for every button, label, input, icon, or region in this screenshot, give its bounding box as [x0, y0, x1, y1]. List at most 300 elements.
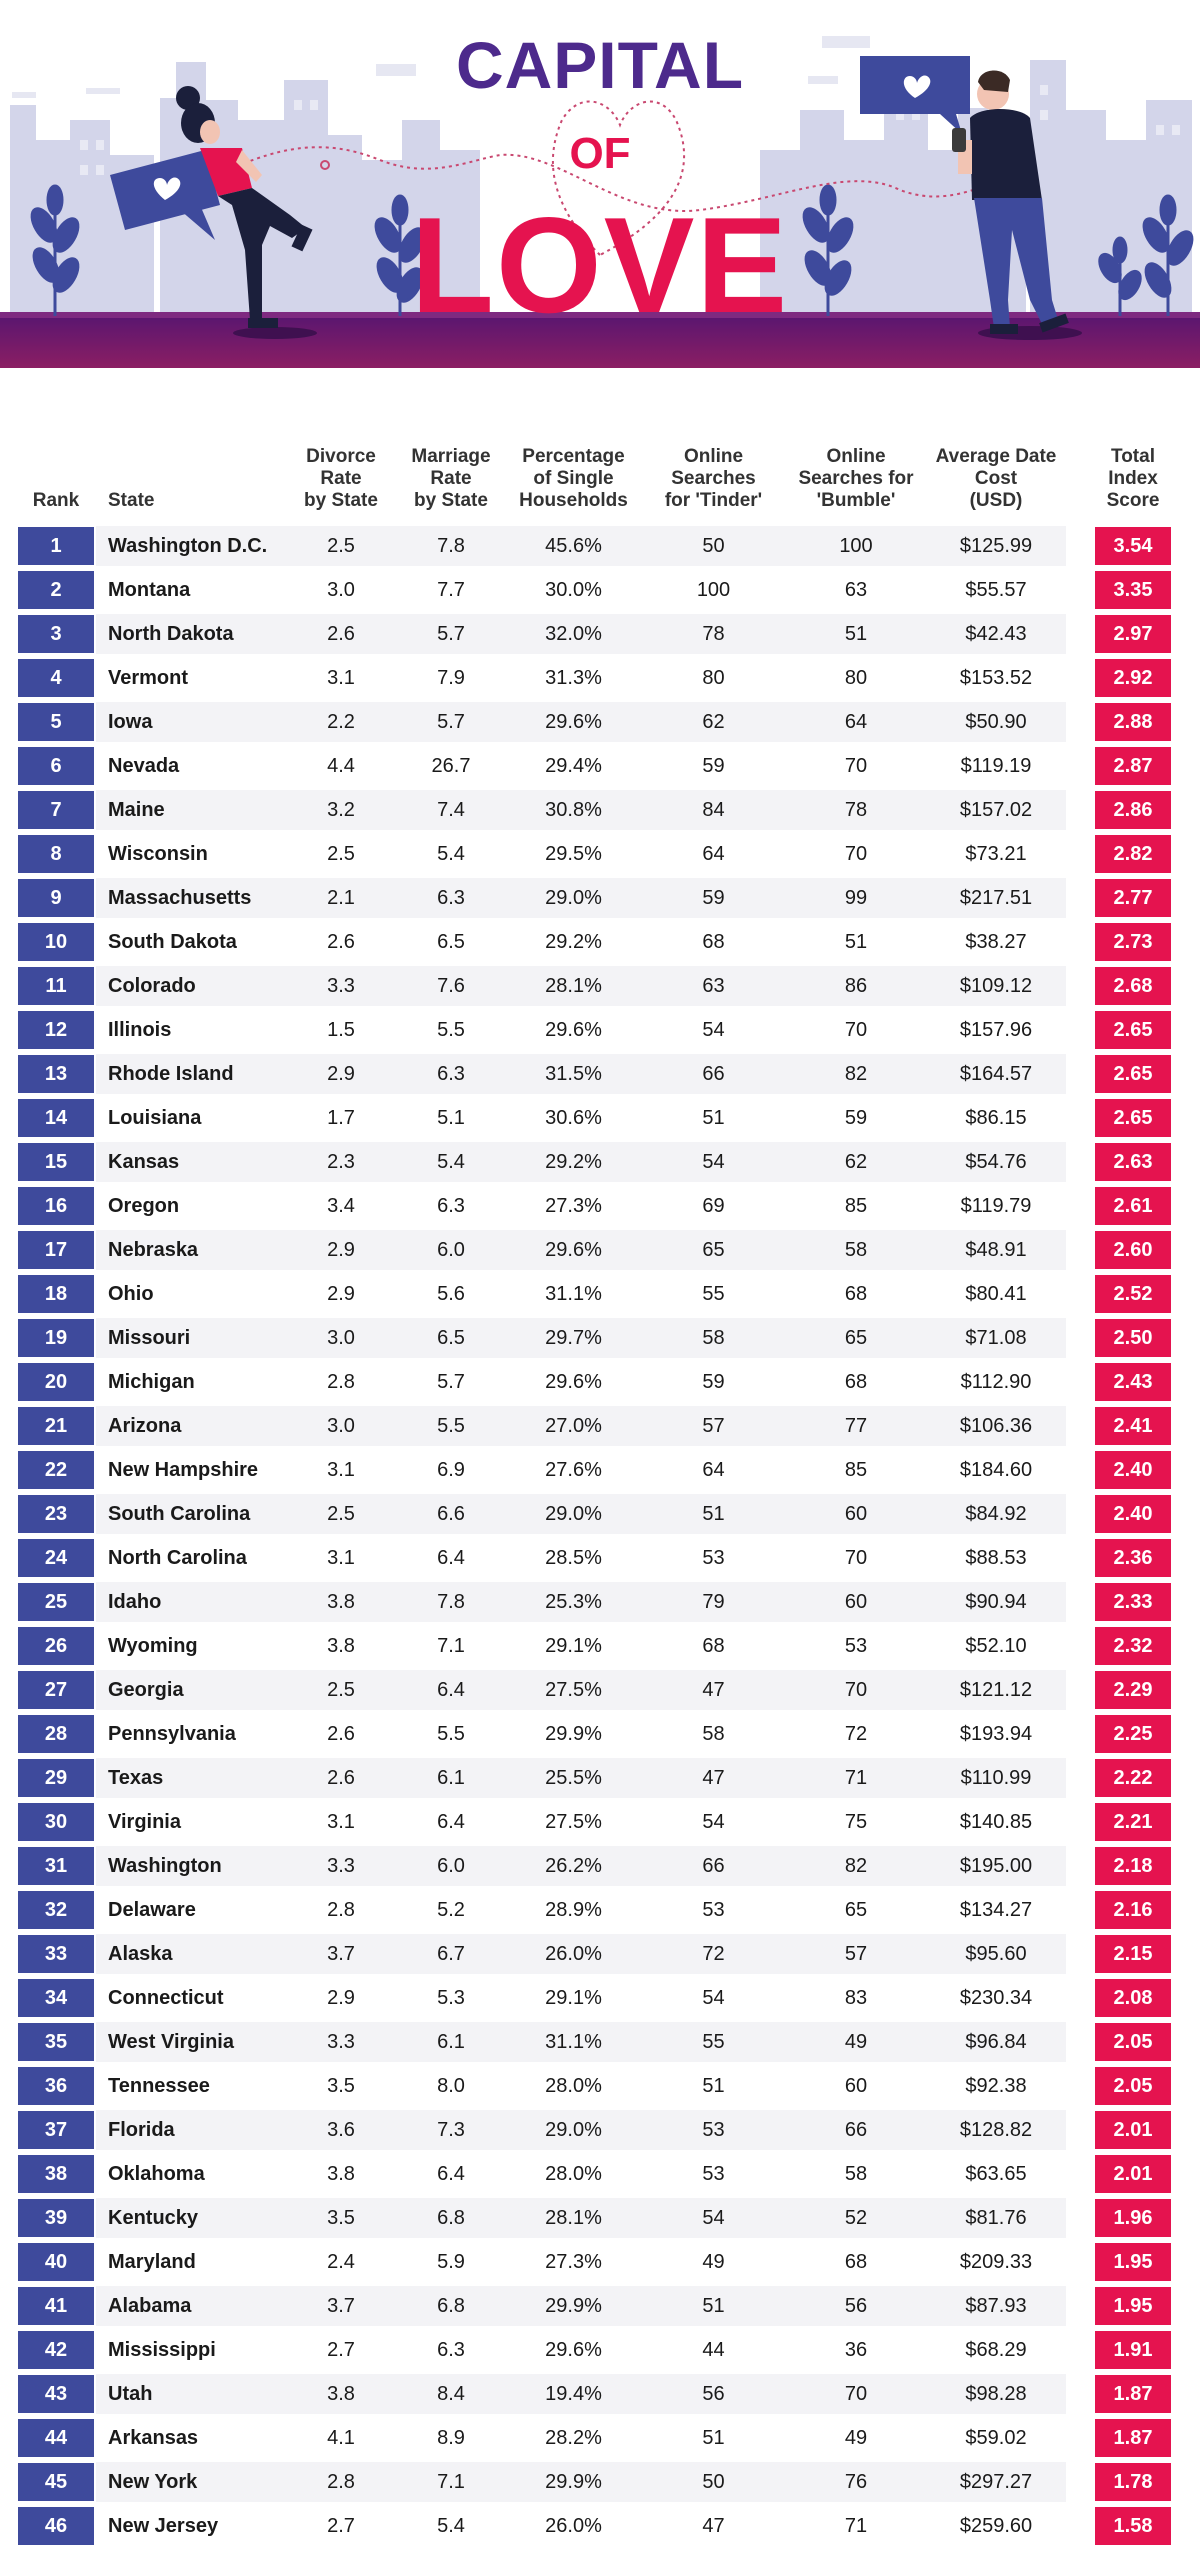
single-households-pct-cell: 29.6%	[506, 1362, 641, 1406]
table-row	[16, 1450, 1200, 1494]
tinder-searches-cell: 51	[641, 1494, 786, 1538]
tinder-searches-cell: 56	[641, 2374, 786, 2418]
tinder-searches-cell: 69	[641, 1186, 786, 1230]
bumble-searches-cell: 65	[786, 1890, 926, 1934]
table-row	[16, 614, 1200, 658]
table-row	[16, 1626, 1200, 1670]
index-score-badge-cell	[1066, 834, 1200, 878]
single-households-pct-cell: 29.9%	[506, 2462, 641, 2506]
index-score-badge: 1.87	[1095, 2375, 1171, 2413]
table-row	[16, 1142, 1200, 1186]
index-score-badge: 2.60	[1095, 1231, 1171, 1269]
divorce-rate-cell: 3.8	[286, 2374, 396, 2418]
index-score-badge: 2.65	[1095, 1055, 1171, 1093]
rank-badge: 7	[18, 791, 94, 829]
marriage-rate-cell: 5.4	[396, 834, 506, 878]
marriage-rate-cell: 6.5	[396, 922, 506, 966]
state-name-cell: Wyoming	[96, 1626, 286, 1670]
marriage-rate-cell: 7.6	[396, 966, 506, 1010]
average-date-cost-cell: $157.02	[926, 790, 1066, 834]
rank-badge: 29	[18, 1759, 94, 1797]
index-score-badge-cell	[1066, 1758, 1200, 1802]
state-name-cell: Massachusetts	[96, 878, 286, 922]
rank-badge-cell	[16, 1626, 96, 1670]
marriage-rate-cell: 6.3	[396, 1054, 506, 1098]
single-households-pct-cell: 28.5%	[506, 1538, 641, 1582]
average-date-cost-cell: $125.99	[926, 526, 1066, 570]
index-score-badge-cell	[1066, 2462, 1200, 2506]
state-name-cell: Arizona	[96, 1406, 286, 1450]
table-row	[16, 1934, 1200, 1978]
single-households-pct-cell: 28.9%	[506, 1890, 641, 1934]
marriage-rate-cell: 26.7	[396, 746, 506, 790]
table-row	[16, 1274, 1200, 1318]
tinder-searches-cell: 54	[641, 1010, 786, 1054]
table-row	[16, 1010, 1200, 1054]
marriage-rate-cell: 5.7	[396, 1362, 506, 1406]
average-date-cost-cell: $95.60	[926, 1934, 1066, 1978]
tinder-searches-cell: 54	[641, 1978, 786, 2022]
bumble-searches-cell: 60	[786, 1582, 926, 1626]
marriage-rate-cell: 7.8	[396, 1582, 506, 1626]
index-score-badge-cell	[1066, 2110, 1200, 2154]
rank-badge-cell	[16, 878, 96, 922]
index-score-badge: 2.88	[1095, 703, 1171, 741]
tinder-searches-cell: 80	[641, 658, 786, 702]
bumble-searches-cell: 51	[786, 614, 926, 658]
divorce-rate-cell: 2.7	[286, 2506, 396, 2550]
state-name-cell: Kansas	[96, 1142, 286, 1186]
index-score-badge-cell	[1066, 2506, 1200, 2550]
divorce-rate-cell: 3.1	[286, 1802, 396, 1846]
index-score-badge-cell	[1066, 1274, 1200, 1318]
index-score-badge: 2.08	[1095, 1979, 1171, 2017]
rank-badge-cell	[16, 1010, 96, 1054]
index-score-badge-cell	[1066, 1010, 1200, 1054]
index-score-badge-cell	[1066, 1230, 1200, 1274]
average-date-cost-cell: $55.57	[926, 570, 1066, 614]
marriage-rate-cell: 8.9	[396, 2418, 506, 2462]
rank-badge: 15	[18, 1143, 94, 1181]
index-score-badge: 2.65	[1095, 1099, 1171, 1137]
bumble-searches-cell: 56	[786, 2286, 926, 2330]
divorce-rate-cell: 2.9	[286, 1230, 396, 1274]
rank-badge: 9	[18, 879, 94, 917]
rank-badge-cell	[16, 1406, 96, 1450]
rank-badge: 34	[18, 1979, 94, 2017]
index-score-badge-cell	[1066, 658, 1200, 702]
bumble-searches-cell: 77	[786, 1406, 926, 1450]
table-row	[16, 2198, 1200, 2242]
average-date-cost-cell: $90.94	[926, 1582, 1066, 1626]
rank-badge: 28	[18, 1715, 94, 1753]
marriage-rate-cell: 8.4	[396, 2374, 506, 2418]
rank-badge-cell	[16, 2286, 96, 2330]
divorce-rate-cell: 3.5	[286, 2198, 396, 2242]
hero-banner	[0, 0, 1200, 370]
tinder-searches-cell: 53	[641, 1538, 786, 1582]
bumble-searches-cell: 68	[786, 1362, 926, 1406]
divorce-rate-cell: 3.1	[286, 658, 396, 702]
rank-badge-cell	[16, 1846, 96, 1890]
index-score-badge-cell	[1066, 1978, 1200, 2022]
single-households-pct-cell: 29.9%	[506, 1714, 641, 1758]
single-households-pct-cell: 29.6%	[506, 702, 641, 746]
divorce-rate-cell: 1.5	[286, 1010, 396, 1054]
marriage-rate-cell: 6.8	[396, 2198, 506, 2242]
rank-badge: 17	[18, 1231, 94, 1269]
single-households-pct-cell: 29.6%	[506, 2330, 641, 2374]
marriage-rate-cell: 7.4	[396, 790, 506, 834]
index-score-badge: 2.73	[1095, 923, 1171, 961]
state-name-cell: South Carolina	[96, 1494, 286, 1538]
table-row	[16, 2506, 1200, 2550]
state-name-cell: Rhode Island	[96, 1054, 286, 1098]
average-date-cost-cell: $88.53	[926, 1538, 1066, 1582]
table-row	[16, 922, 1200, 966]
table-row	[16, 2418, 1200, 2462]
average-date-cost-cell: $110.99	[926, 1758, 1066, 1802]
state-name-cell: Delaware	[96, 1890, 286, 1934]
bumble-searches-cell: 53	[786, 1626, 926, 1670]
rank-badge: 26	[18, 1627, 94, 1665]
state-name-cell: Wisconsin	[96, 834, 286, 878]
rank-badge-cell	[16, 658, 96, 702]
index-score-badge: 1.96	[1095, 2199, 1171, 2237]
state-name-cell: Vermont	[96, 658, 286, 702]
average-date-cost-cell: $54.76	[926, 1142, 1066, 1186]
table-row	[16, 790, 1200, 834]
single-households-pct-cell: 29.0%	[506, 878, 641, 922]
divorce-rate-cell: 2.6	[286, 1714, 396, 1758]
hero-illustration	[0, 0, 1200, 370]
rank-badge-cell	[16, 2242, 96, 2286]
marriage-rate-cell: 5.4	[396, 2506, 506, 2550]
tinder-searches-cell: 66	[641, 1054, 786, 1098]
average-date-cost-cell: $184.60	[926, 1450, 1066, 1494]
average-date-cost-cell: $134.27	[926, 1890, 1066, 1934]
marriage-rate-cell: 6.4	[396, 2154, 506, 2198]
marriage-rate-cell: 5.3	[396, 1978, 506, 2022]
divorce-rate-cell: 2.8	[286, 1890, 396, 1934]
single-households-pct-cell: 32.0%	[506, 614, 641, 658]
marriage-rate-cell: 5.2	[396, 1890, 506, 1934]
tinder-searches-cell: 49	[641, 2242, 786, 2286]
column-header-date-cost: Average Date Cost (USD)	[935, 446, 1057, 511]
average-date-cost-cell: $128.82	[926, 2110, 1066, 2154]
state-name-cell: Missouri	[96, 1318, 286, 1362]
state-name-cell: Colorado	[96, 966, 286, 1010]
single-households-pct-cell: 25.3%	[506, 1582, 641, 1626]
title-line-capital: CAPITAL	[455, 28, 745, 102]
marriage-rate-cell: 6.1	[396, 2022, 506, 2066]
rank-badge: 36	[18, 2067, 94, 2105]
bumble-searches-cell: 60	[786, 1494, 926, 1538]
rank-badge: 32	[18, 1891, 94, 1929]
divorce-rate-cell: 3.7	[286, 2286, 396, 2330]
average-date-cost-cell: $86.15	[926, 1098, 1066, 1142]
index-score-badge-cell	[1066, 1846, 1200, 1890]
average-date-cost-cell: $92.38	[926, 2066, 1066, 2110]
bumble-searches-cell: 63	[786, 570, 926, 614]
average-date-cost-cell: $297.27	[926, 2462, 1066, 2506]
rank-badge: 44	[18, 2419, 94, 2457]
state-name-cell: New York	[96, 2462, 286, 2506]
table-row	[16, 570, 1200, 614]
tinder-searches-cell: 68	[641, 922, 786, 966]
rank-badge-cell	[16, 1186, 96, 1230]
index-score-badge: 2.40	[1095, 1451, 1171, 1489]
marriage-rate-cell: 5.7	[396, 614, 506, 658]
single-households-pct-cell: 29.7%	[506, 1318, 641, 1362]
rank-badge: 24	[18, 1539, 94, 1577]
average-date-cost-cell: $38.27	[926, 922, 1066, 966]
table-row	[16, 1802, 1200, 1846]
index-score-badge-cell	[1066, 526, 1200, 570]
bumble-searches-cell: 58	[786, 1230, 926, 1274]
index-score-badge: 2.01	[1095, 2155, 1171, 2193]
rank-badge-cell	[16, 966, 96, 1010]
bumble-searches-cell: 60	[786, 2066, 926, 2110]
tinder-searches-cell: 59	[641, 878, 786, 922]
rank-badge: 18	[18, 1275, 94, 1313]
divorce-rate-cell: 2.6	[286, 922, 396, 966]
column-header-state: State	[108, 490, 155, 511]
state-name-cell: Illinois	[96, 1010, 286, 1054]
divorce-rate-cell: 2.9	[286, 1054, 396, 1098]
rank-badge: 33	[18, 1935, 94, 1973]
index-score-badge-cell	[1066, 1450, 1200, 1494]
rank-badge-cell	[16, 2330, 96, 2374]
average-date-cost-cell: $121.12	[926, 1670, 1066, 1714]
single-households-pct-cell: 25.5%	[506, 1758, 641, 1802]
bumble-searches-cell: 99	[786, 878, 926, 922]
rank-badge: 11	[18, 967, 94, 1005]
single-households-pct-cell: 27.5%	[506, 1670, 641, 1714]
divorce-rate-cell: 1.7	[286, 1098, 396, 1142]
bumble-searches-cell: 70	[786, 1670, 926, 1714]
index-score-badge: 1.91	[1095, 2331, 1171, 2369]
index-score-badge-cell	[1066, 922, 1200, 966]
divorce-rate-cell: 2.5	[286, 526, 396, 570]
index-score-badge-cell	[1066, 1802, 1200, 1846]
index-score-badge-cell	[1066, 702, 1200, 746]
single-households-pct-cell: 27.3%	[506, 1186, 641, 1230]
table-row	[16, 1890, 1200, 1934]
divorce-rate-cell: 3.8	[286, 1626, 396, 1670]
divorce-rate-cell: 2.7	[286, 2330, 396, 2374]
tinder-searches-cell: 59	[641, 746, 786, 790]
divorce-rate-cell: 4.4	[286, 746, 396, 790]
rank-badge-cell	[16, 702, 96, 746]
index-score-badge: 2.16	[1095, 1891, 1171, 1929]
marriage-rate-cell: 5.5	[396, 1406, 506, 1450]
single-households-pct-cell: 28.1%	[506, 966, 641, 1010]
rank-badge-cell	[16, 1098, 96, 1142]
divorce-rate-cell: 2.6	[286, 1758, 396, 1802]
index-score-badge: 2.32	[1095, 1627, 1171, 1665]
rank-badge-cell	[16, 1978, 96, 2022]
rank-badge: 45	[18, 2463, 94, 2501]
index-score-badge: 2.36	[1095, 1539, 1171, 1577]
average-date-cost-cell: $42.43	[926, 614, 1066, 658]
index-score-badge-cell	[1066, 790, 1200, 834]
rank-badge: 2	[18, 571, 94, 609]
table-row	[16, 1582, 1200, 1626]
rank-badge-cell	[16, 1142, 96, 1186]
marriage-rate-cell: 5.9	[396, 2242, 506, 2286]
divorce-rate-cell: 3.6	[286, 2110, 396, 2154]
index-score-badge-cell	[1066, 746, 1200, 790]
tinder-searches-cell: 54	[641, 1142, 786, 1186]
index-score-badge: 2.05	[1095, 2023, 1171, 2061]
table-row	[16, 1758, 1200, 1802]
marriage-rate-cell: 6.0	[396, 1230, 506, 1274]
average-date-cost-cell: $193.94	[926, 1714, 1066, 1758]
table-row	[16, 2286, 1200, 2330]
marriage-rate-cell: 5.1	[396, 1098, 506, 1142]
state-name-cell: North Dakota	[96, 614, 286, 658]
bumble-searches-cell: 78	[786, 790, 926, 834]
marriage-rate-cell: 6.3	[396, 2330, 506, 2374]
index-score-badge: 2.29	[1095, 1671, 1171, 1709]
average-date-cost-cell: $52.10	[926, 1626, 1066, 1670]
divorce-rate-cell: 2.9	[286, 1274, 396, 1318]
marriage-rate-cell: 5.4	[396, 1142, 506, 1186]
bumble-searches-cell: 82	[786, 1846, 926, 1890]
divorce-rate-cell: 2.4	[286, 2242, 396, 2286]
divorce-rate-cell: 2.6	[286, 614, 396, 658]
index-score-badge: 2.63	[1095, 1143, 1171, 1181]
rank-badge-cell	[16, 2022, 96, 2066]
bumble-searches-cell: 49	[786, 2022, 926, 2066]
table-body	[16, 526, 1200, 2550]
rank-badge: 31	[18, 1847, 94, 1885]
bumble-searches-cell: 100	[786, 526, 926, 570]
tinder-searches-cell: 50	[641, 526, 786, 570]
rank-badge-cell	[16, 1230, 96, 1274]
marriage-rate-cell: 8.0	[396, 2066, 506, 2110]
column-header-divorce-rate: Divorce Rate by State	[304, 446, 378, 511]
rank-badge: 46	[18, 2507, 94, 2545]
state-name-cell: West Virginia	[96, 2022, 286, 2066]
rank-badge: 35	[18, 2023, 94, 2061]
marriage-rate-cell: 7.8	[396, 526, 506, 570]
marriage-rate-cell: 5.7	[396, 702, 506, 746]
divorce-rate-cell: 4.1	[286, 2418, 396, 2462]
index-score-badge-cell	[1066, 2286, 1200, 2330]
single-households-pct-cell: 29.4%	[506, 746, 641, 790]
bumble-searches-cell: 70	[786, 1538, 926, 1582]
marriage-rate-cell: 7.9	[396, 658, 506, 702]
divorce-rate-cell: 3.1	[286, 1538, 396, 1582]
index-score-badge: 2.87	[1095, 747, 1171, 785]
bumble-searches-cell: 59	[786, 1098, 926, 1142]
index-score-badge: 2.82	[1095, 835, 1171, 873]
bumble-searches-cell: 57	[786, 1934, 926, 1978]
bumble-searches-cell: 49	[786, 2418, 926, 2462]
index-score-badge: 2.50	[1095, 1319, 1171, 1357]
column-header-index-score: Total Index Score	[1106, 446, 1160, 511]
average-date-cost-cell: $106.36	[926, 1406, 1066, 1450]
index-score-badge-cell	[1066, 1494, 1200, 1538]
index-score-badge-cell	[1066, 966, 1200, 1010]
bumble-searches-cell: 80	[786, 658, 926, 702]
index-score-badge: 1.95	[1095, 2243, 1171, 2281]
rank-badge-cell	[16, 2374, 96, 2418]
tinder-searches-cell: 55	[641, 2022, 786, 2066]
index-score-badge: 2.05	[1095, 2067, 1171, 2105]
tinder-searches-cell: 84	[641, 790, 786, 834]
table-row	[16, 746, 1200, 790]
average-date-cost-cell: $140.85	[926, 1802, 1066, 1846]
table-row	[16, 2110, 1200, 2154]
rank-badge-cell	[16, 1274, 96, 1318]
single-households-pct-cell: 28.1%	[506, 2198, 641, 2242]
rank-badge-cell	[16, 1494, 96, 1538]
single-households-pct-cell: 26.2%	[506, 1846, 641, 1890]
ranking-table-container	[0, 408, 1200, 2550]
tinder-searches-cell: 55	[641, 1274, 786, 1318]
divorce-rate-cell: 2.5	[286, 1494, 396, 1538]
marriage-rate-cell: 6.5	[396, 1318, 506, 1362]
tinder-searches-cell: 47	[641, 2506, 786, 2550]
single-households-pct-cell: 28.0%	[506, 2154, 641, 2198]
single-households-pct-cell: 19.4%	[506, 2374, 641, 2418]
bumble-searches-cell: 76	[786, 2462, 926, 2506]
average-date-cost-cell: $157.96	[926, 1010, 1066, 1054]
state-name-cell: New Hampshire	[96, 1450, 286, 1494]
marriage-rate-cell: 6.0	[396, 1846, 506, 1890]
rank-badge: 43	[18, 2375, 94, 2413]
average-date-cost-cell: $109.12	[926, 966, 1066, 1010]
rank-badge-cell	[16, 1538, 96, 1582]
state-name-cell: Tennessee	[96, 2066, 286, 2110]
tinder-searches-cell: 51	[641, 1098, 786, 1142]
marriage-rate-cell: 7.3	[396, 2110, 506, 2154]
tinder-searches-cell: 53	[641, 2110, 786, 2154]
rank-badge-cell	[16, 2418, 96, 2462]
tinder-searches-cell: 51	[641, 2066, 786, 2110]
title-line-of: OF	[569, 129, 631, 178]
single-households-pct-cell: 30.8%	[506, 790, 641, 834]
state-name-cell: Nebraska	[96, 1230, 286, 1274]
index-score-badge-cell	[1066, 2330, 1200, 2374]
column-header-rank: Rank	[32, 490, 80, 511]
rank-badge: 20	[18, 1363, 94, 1401]
rank-badge: 42	[18, 2331, 94, 2369]
index-score-badge: 1.78	[1095, 2463, 1171, 2501]
table-row	[16, 1670, 1200, 1714]
table-row	[16, 878, 1200, 922]
divorce-rate-cell: 2.1	[286, 878, 396, 922]
rank-badge-cell	[16, 2506, 96, 2550]
state-name-cell: Oklahoma	[96, 2154, 286, 2198]
single-households-pct-cell: 29.1%	[506, 1626, 641, 1670]
index-score-badge-cell	[1066, 1186, 1200, 1230]
index-score-badge: 2.33	[1095, 1583, 1171, 1621]
tinder-searches-cell: 63	[641, 966, 786, 1010]
state-name-cell: Maryland	[96, 2242, 286, 2286]
index-score-badge: 2.92	[1095, 659, 1171, 697]
rank-badge-cell	[16, 2462, 96, 2506]
average-date-cost-cell: $68.29	[926, 2330, 1066, 2374]
index-score-badge-cell	[1066, 1098, 1200, 1142]
tinder-searches-cell: 64	[641, 1450, 786, 1494]
divorce-rate-cell: 3.8	[286, 2154, 396, 2198]
single-households-pct-cell: 45.6%	[506, 526, 641, 570]
bumble-searches-cell: 86	[786, 966, 926, 1010]
